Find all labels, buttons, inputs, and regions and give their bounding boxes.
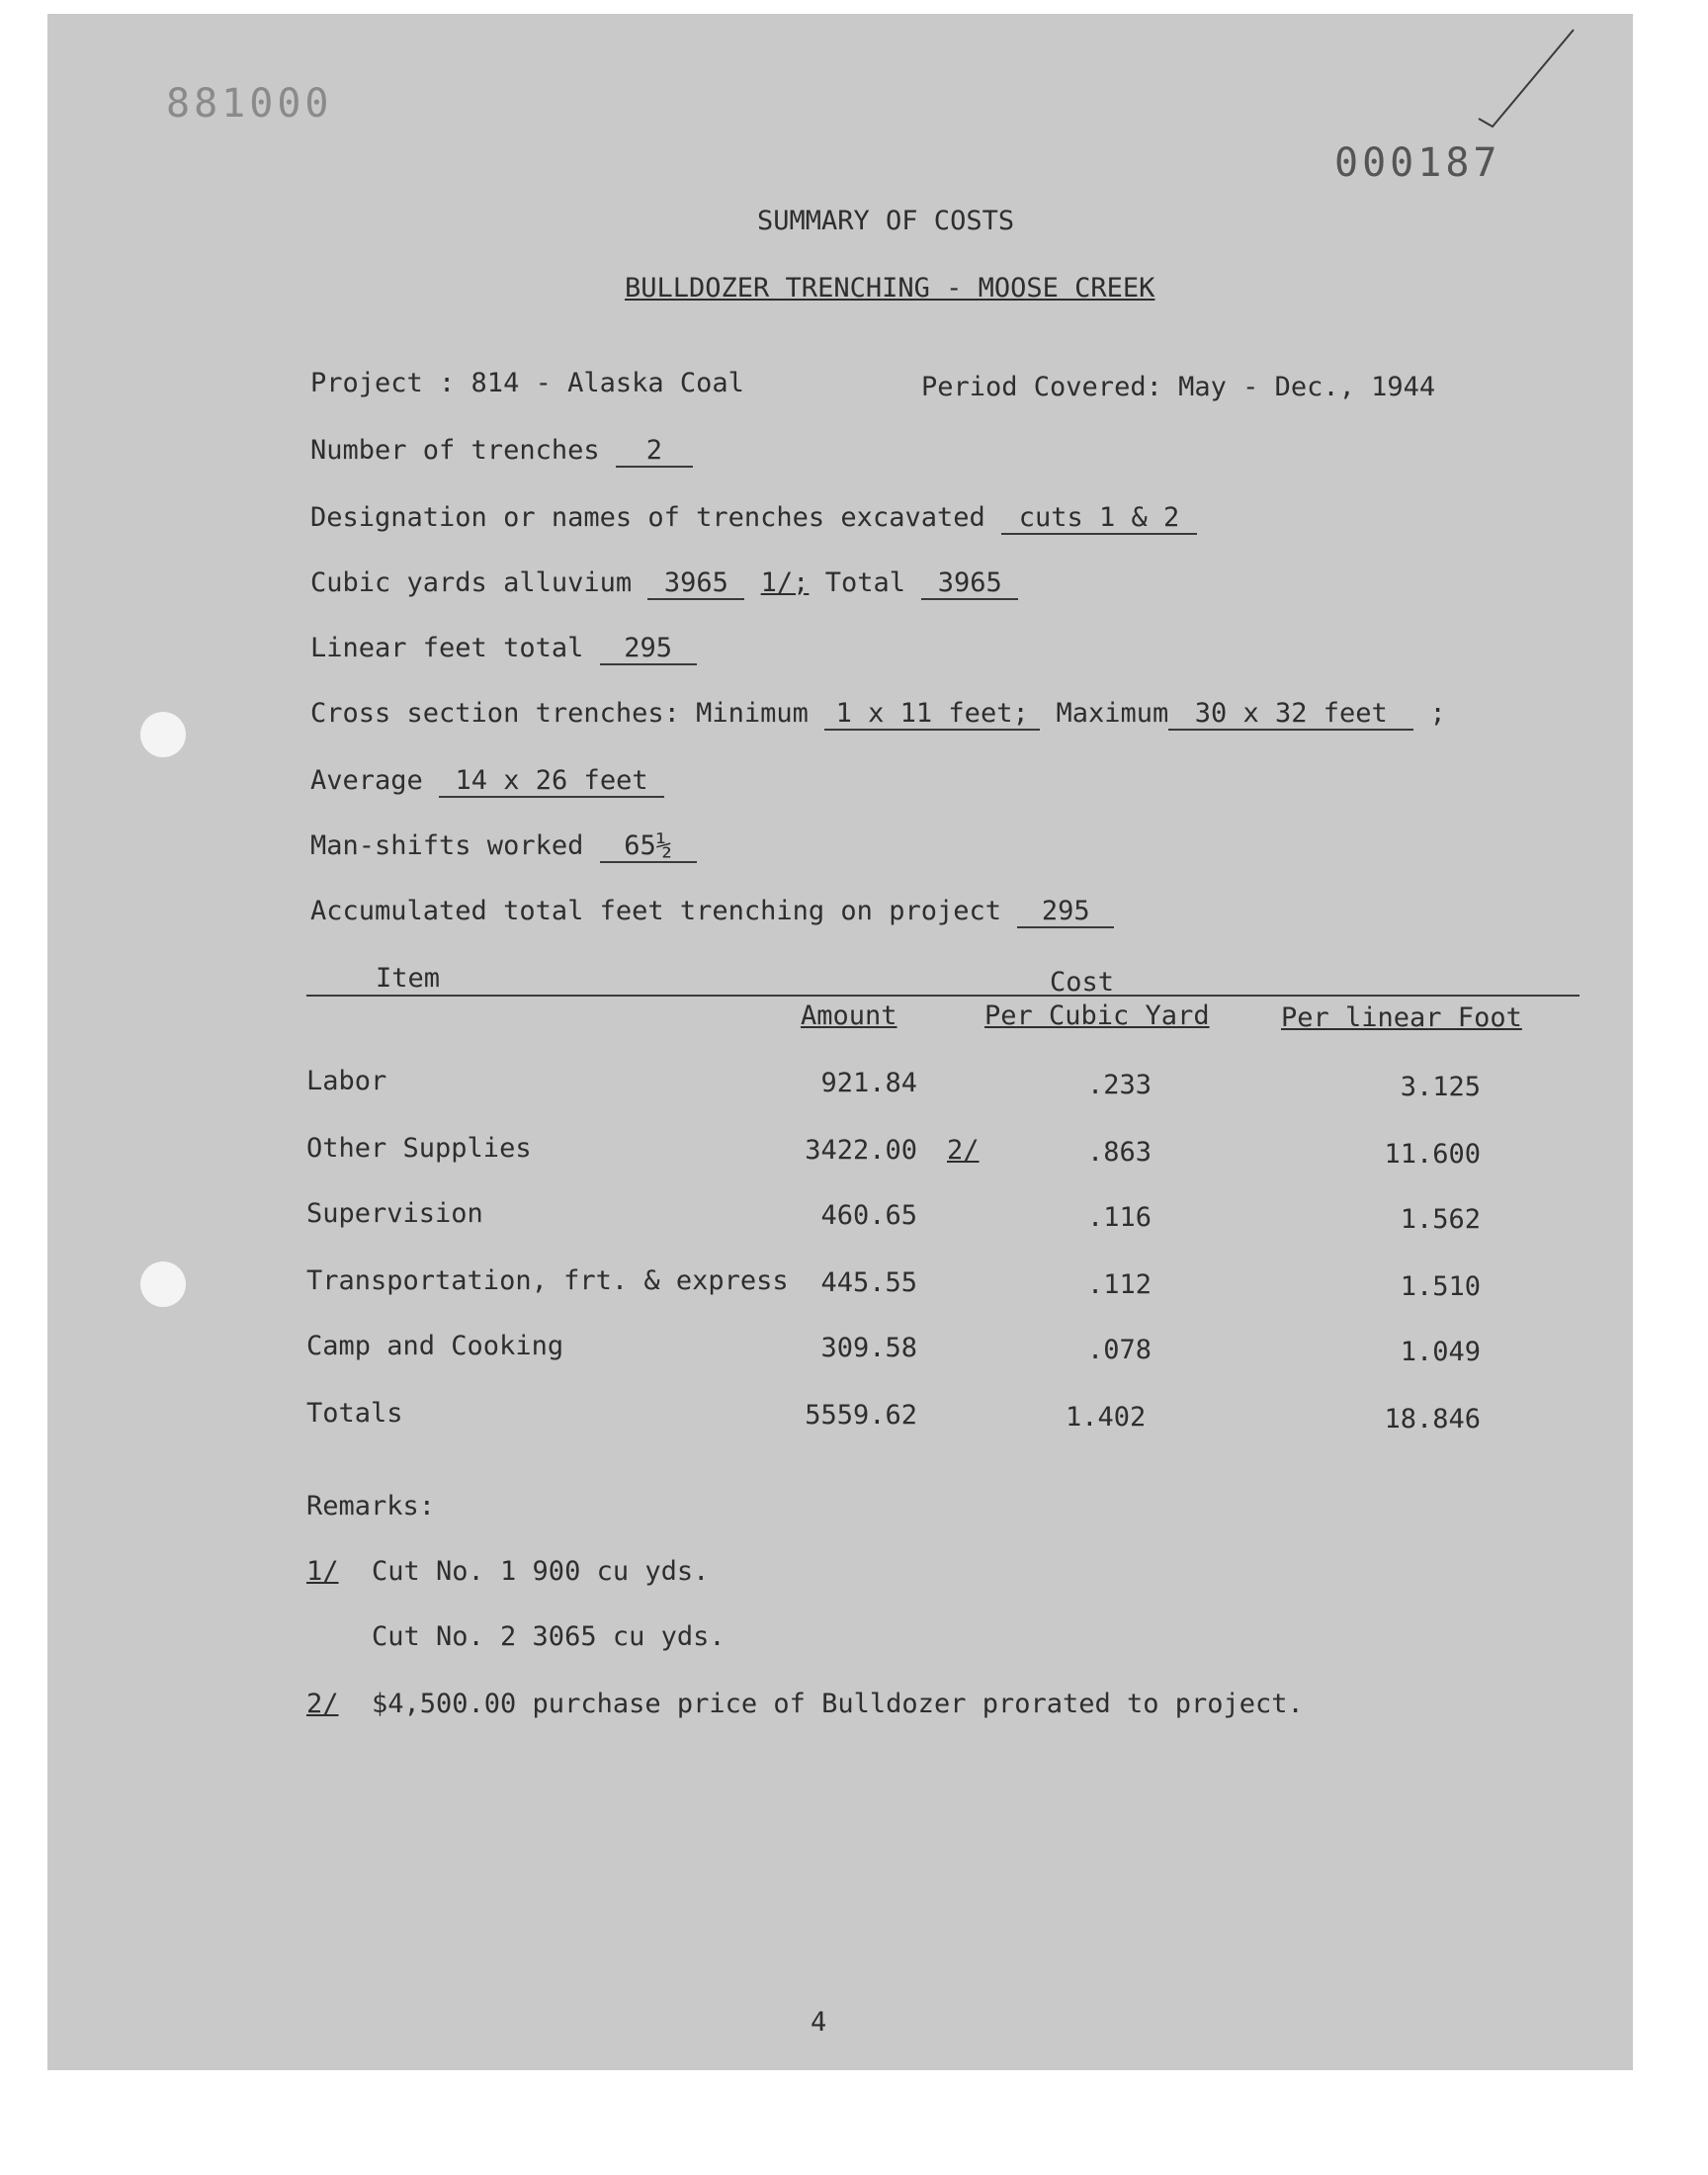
cross-section-min: 1 x 11 feet; [824,698,1040,731]
trenches-line [310,435,693,468]
row-per-linear: 1.049 [1400,1337,1481,1367]
row-item: Transportation, frt. & express [306,1265,789,1296]
cross-section-max: 30 x 32 feet [1168,698,1413,731]
row-per-cubic: .078 [1087,1335,1153,1365]
stamp-number-top-left: 881000 [166,81,333,127]
row-per-linear: 1.562 [1400,1204,1481,1235]
item-header: Item [376,963,441,994]
amount-header: Amount [801,1000,897,1031]
row-per-linear: 3.125 [1400,1072,1481,1102]
remark-2-text: $4,500.00 purchase price of Bulldozer prorated to project. [372,1689,1304,1719]
row-amount: 309.58 [820,1333,917,1363]
accumulated-line [310,896,1114,928]
accumulated-value: 295 [1017,896,1114,928]
punch-hole [140,712,186,757]
row-amount: 460.65 [820,1200,917,1231]
stamp-number-top-right: 000187 [1334,140,1501,186]
row-per-cubic: .112 [1087,1269,1153,1300]
cubic-value: 3965 [647,567,744,600]
cross-section-label: Cross section trenches: Minimum [310,698,809,729]
remark-1-line-2: Cut No. 2 3065 cu yds. [372,1621,726,1652]
cubic-yards-line [310,567,1018,600]
average-label: Average [310,765,423,796]
average-line [310,765,664,798]
totals-label: Totals [306,1398,403,1429]
maximum-label: Maximum [1056,698,1169,729]
row-per-linear: 1.510 [1400,1271,1481,1302]
document-page [47,14,1633,2070]
designation-label: Designation or names of trenches excavated [310,502,985,533]
totals-per-linear: 18.846 [1384,1404,1481,1435]
remark-2-mark: 2/ [306,1689,339,1719]
man-shifts-value: 65½ [600,830,697,863]
trenches-label: Number of trenches [310,435,600,466]
header-rule [306,995,1580,997]
total-label: Total [824,567,905,598]
designation-value: cuts 1 & 2 [1001,502,1197,535]
cross-section-line [310,698,1446,731]
average-value: 14 x 26 feet [439,765,664,798]
cubic-footnote-mark: 1/; [760,567,810,598]
remark-1-line-1: Cut No. 1 900 cu yds. [372,1556,710,1587]
totals-per-cubic: 1.402 [1066,1402,1147,1433]
row-item: Other Supplies [306,1133,532,1164]
remarks-label: Remarks: [306,1491,436,1522]
row-item: Supervision [306,1198,483,1229]
period-covered: Period Covered: May - Dec., 1944 [921,372,1436,402]
total-value: 3965 [921,567,1018,600]
page-number: 4 [811,2007,827,2038]
cubic-label: Cubic yards alluvium [310,567,633,598]
row-amount: 445.55 [820,1267,917,1298]
man-shifts-line [310,830,697,863]
project-label: Project : 814 - Alaska Coal [310,368,744,398]
row-per-cubic: .116 [1087,1202,1153,1233]
row-per-cubic: .863 [1087,1137,1153,1168]
linear-value: 295 [600,633,697,665]
row-item: Labor [306,1066,387,1096]
document-subtitle: BULLDOZER TRENCHING - MOOSE CREEK [625,273,1155,304]
per-cubic-yard-header: Per Cubic Yard [984,1000,1210,1031]
row-amount: 3422.00 [805,1135,917,1166]
document-title: SUMMARY OF COSTS [757,206,1015,236]
punch-hole [140,1262,186,1307]
row-per-cubic: .233 [1087,1070,1153,1100]
trenches-value: 2 [616,435,693,468]
man-shifts-label: Man-shifts worked [310,830,584,861]
cost-header: Cost [1050,967,1115,998]
designation-line [310,502,1197,535]
row-per-linear: 11.600 [1384,1139,1481,1170]
per-linear-foot-header: Per linear Foot [1281,1002,1522,1033]
linear-feet-line [310,633,697,665]
row-item: Camp and Cooking [306,1331,564,1361]
remark-1-mark: 1/ [306,1556,339,1587]
cross-section-end: ; [1429,698,1446,729]
check-mark-icon [1471,24,1589,132]
totals-amount: 5559.62 [805,1400,917,1431]
linear-label: Linear feet total [310,633,584,663]
row-amount: 921.84 [820,1068,917,1098]
row-footnote-mark: 2/ [947,1135,980,1166]
accumulated-label: Accumulated total feet trenching on project [310,896,1001,926]
